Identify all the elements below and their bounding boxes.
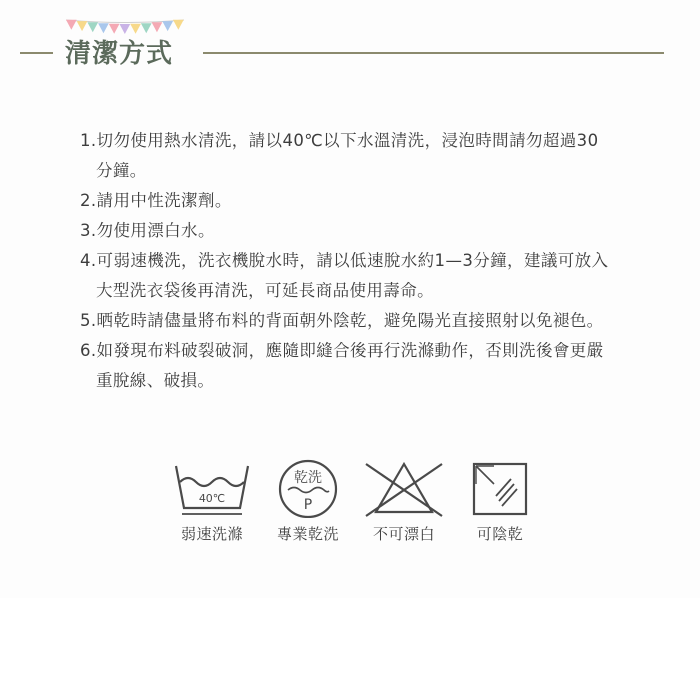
bunting-flag-icon (77, 21, 88, 31)
bunting-flag-icon (141, 23, 152, 33)
instruction-item: 5.晒乾時請儘量將布料的背面朝外陰乾，避免陽光直接照射以免褪色。 (80, 311, 604, 330)
care-symbol-dry-clean (260, 458, 356, 548)
header-rule-left (20, 52, 53, 54)
professional-dry-clean-icon (260, 458, 356, 518)
care-symbol-label: 不可漂白 (372, 525, 435, 543)
bunting-flag-icon (120, 24, 131, 34)
instruction-item: 6.如發現布料破裂破洞，應隨即縫合後再行洗滌動作，否則洗後會更嚴重脫線、破損。 (80, 341, 604, 390)
header-rule-right (203, 52, 664, 54)
care-symbol-label: 弱速洗滌 (180, 525, 243, 543)
bunting-flag-icon (98, 23, 109, 33)
bunting-flag-icon (162, 21, 173, 31)
care-symbol-label: 專業乾洗 (276, 525, 339, 543)
instruction-item: 1.切勿使用熱水清洗，請以40℃以下水溫清洗，浸泡時間請勿超過30分鐘。 (80, 131, 599, 180)
wash-temperature-text: 40℃ (198, 492, 226, 505)
shade-dry-icon (452, 458, 548, 518)
no-bleach-icon (356, 458, 452, 518)
bunting-flag-icon (109, 24, 120, 34)
page-title: 清潔方式 (65, 39, 174, 69)
cleaning-instructions-list (80, 126, 610, 396)
care-symbols (164, 458, 544, 548)
bunting-flag-icon (152, 22, 163, 32)
care-symbol-label: 可陰乾 (476, 525, 524, 543)
care-symbol-no-bleach (356, 458, 452, 548)
dry-clean-letter: P (303, 497, 313, 513)
care-symbol-shade-dry (452, 458, 548, 548)
bunting-flag-icon (173, 20, 184, 30)
washtub-gentle-wash-icon (164, 458, 260, 518)
instruction-item: 3.勿使用漂白水。 (80, 221, 215, 240)
dry-clean-text: 乾洗 (294, 470, 322, 486)
instruction-item: 2.請用中性洗潔劑。 (80, 191, 232, 210)
care-symbol-gentle-wash (164, 458, 260, 548)
instruction-item: 4.可弱速機洗，洗衣機脫水時，請以低速脫水約1—3分鐘，建議可放入大型洗衣袋後再清洗，可延長商品使用壽命。 (80, 251, 609, 300)
bunting-flag-icon (66, 20, 77, 30)
bunting-flag-icon (130, 24, 141, 34)
bunting-flag-icon (87, 22, 98, 32)
bunting-decoration-icon (66, 18, 184, 36)
